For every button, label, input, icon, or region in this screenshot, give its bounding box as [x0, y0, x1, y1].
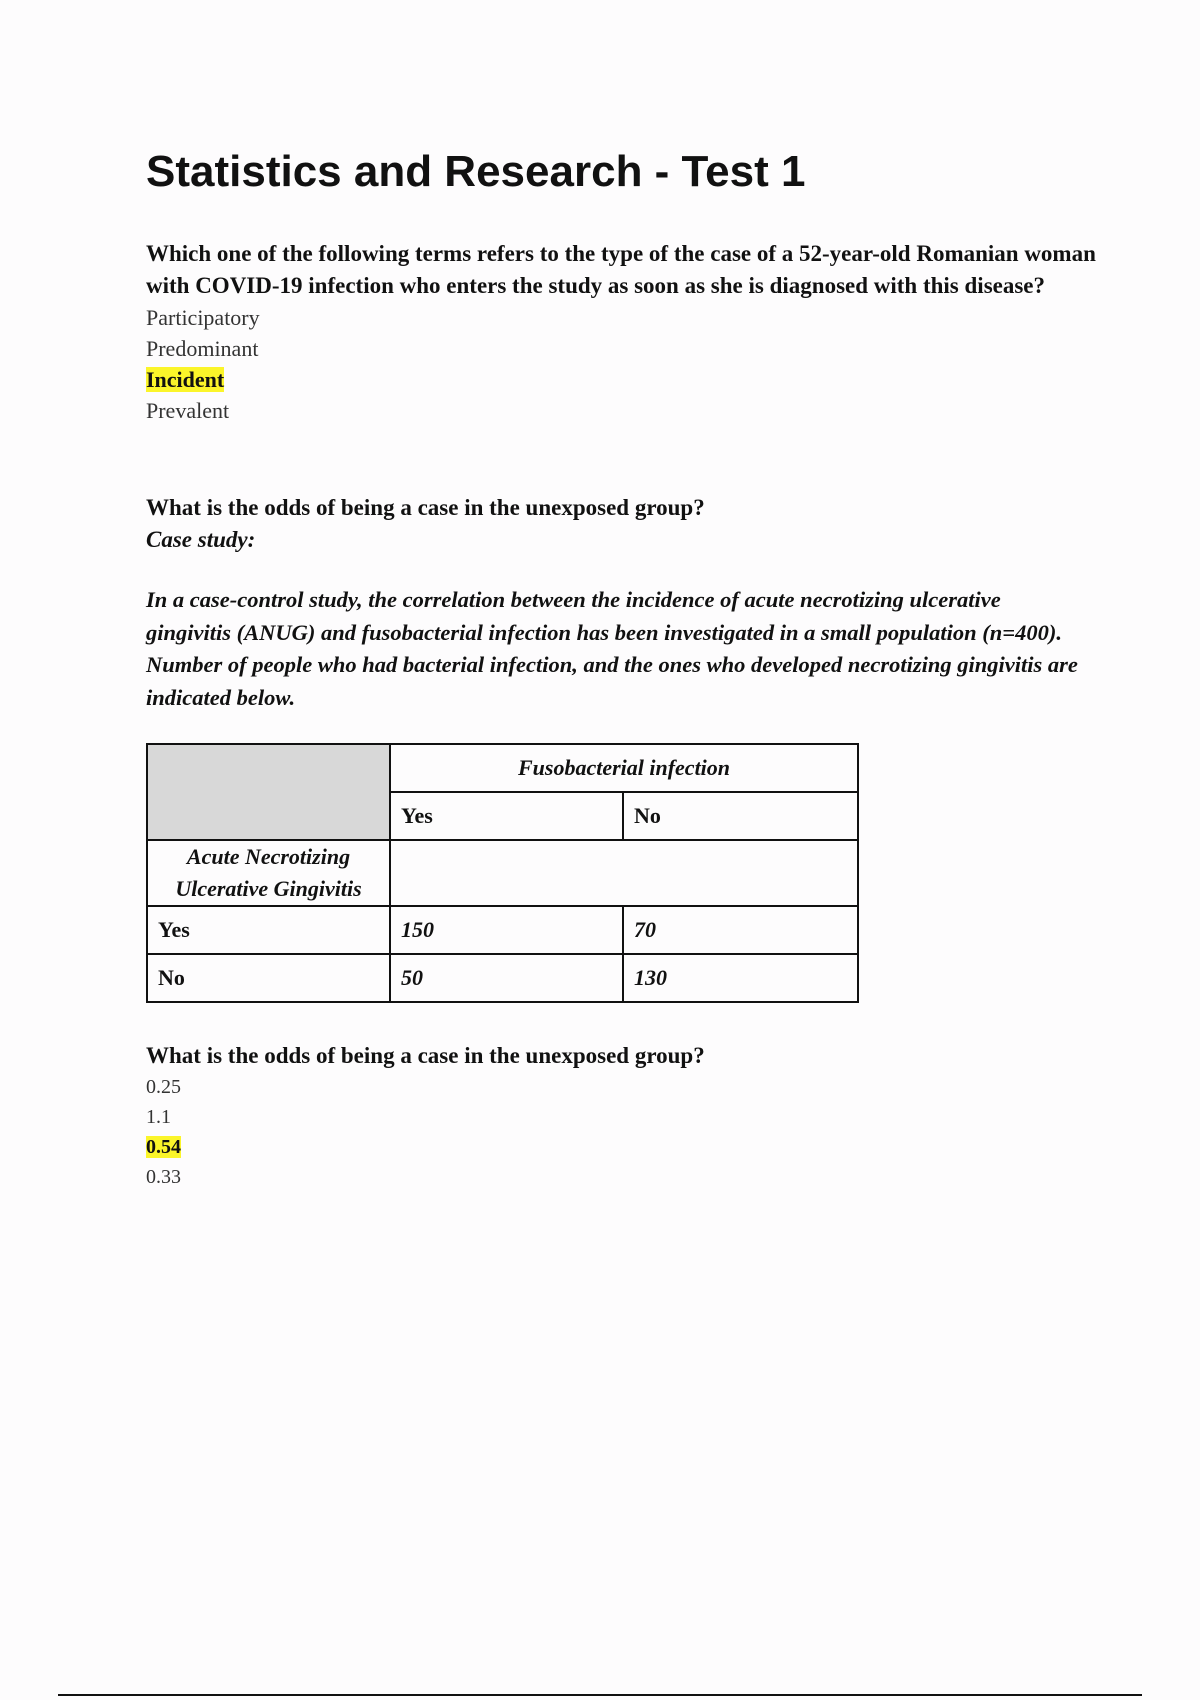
footer-divider — [58, 1694, 1142, 1696]
question-3-options — [146, 1072, 1096, 1192]
question-1-text: Which one of the following terms refers to the type of the case of a 52-year-old Romanian woman with COVID-19 infection who enters the study as soon as she is diagnosed with this disease? — [146, 241, 1096, 298]
row-label-yes: Yes — [147, 906, 390, 954]
option-prevalent: Prevalent — [146, 398, 230, 423]
option-1-1: 1.1 — [146, 1106, 171, 1128]
table-row — [147, 906, 858, 954]
highlighted-answer: 0.54 — [146, 1136, 181, 1158]
table-cell: 70 — [623, 906, 858, 954]
column-header-yes: Yes — [390, 792, 623, 840]
table-row-group — [147, 840, 858, 906]
option-0-33: 0.33 — [146, 1166, 181, 1188]
case-study-text: In a case-control study, the correlation between the incidence of acute necrotizing ulcerative gingivitis (ANUG) and fusobacterial infection has been investigated in a small population (n=400). Number of people who had bacterial infection, and the ones who developed necrotizing gingivitis are indicated below. — [146, 587, 1078, 710]
question-1 — [146, 238, 1096, 426]
question-3-text: What is the odds of being a case in the unexposed group? — [146, 1043, 705, 1068]
contingency-table — [146, 743, 859, 1003]
table-row — [147, 954, 858, 1002]
table-corner-cell — [147, 744, 390, 840]
column-group-header: Fusobacterial infection — [390, 744, 858, 792]
case-study-label: Case study: — [146, 527, 256, 552]
question-1-options — [146, 302, 1096, 426]
empty-cell — [390, 840, 858, 906]
table-header-row — [147, 744, 858, 792]
table-cell: 150 — [390, 906, 623, 954]
question-2 — [146, 492, 1096, 555]
question-2-text: What is the odds of being a case in the unexposed group? — [146, 495, 705, 520]
column-header-no: No — [623, 792, 858, 840]
option-participatory: Participatory — [146, 305, 260, 330]
row-label-no: No — [147, 954, 390, 1002]
table-cell: 50 — [390, 954, 623, 1002]
question-3 — [146, 1040, 1096, 1192]
table-cell: 130 — [623, 954, 858, 1002]
option-0-54 — [146, 1132, 1096, 1162]
option-incident — [146, 364, 1096, 395]
highlighted-answer: Incident — [146, 367, 225, 392]
page-title: Statistics and Research - Test 1 — [146, 147, 806, 196]
row-group-header: Acute Necrotizing Ulcerative Gingivitis — [147, 840, 390, 906]
option-predominant: Predominant — [146, 336, 259, 361]
option-0-25: 0.25 — [146, 1076, 181, 1098]
